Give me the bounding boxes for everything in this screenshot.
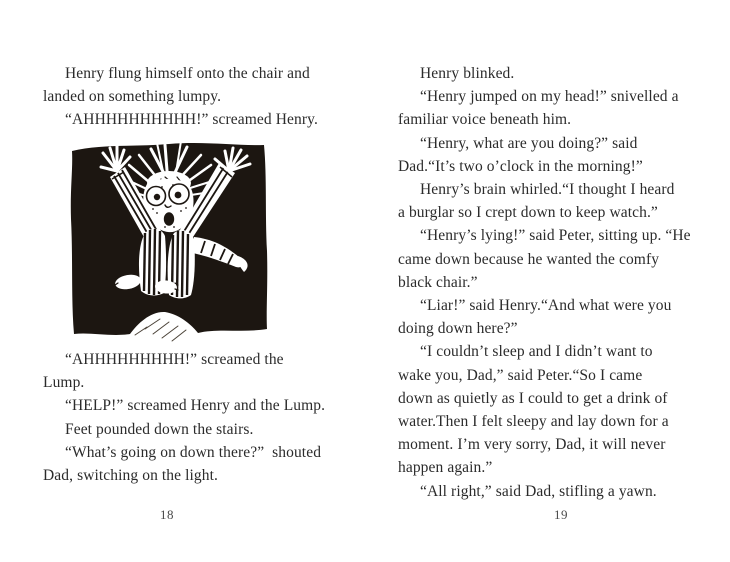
text-line: “Liar!” said Henry.“And what were you — [420, 297, 672, 315]
text-line: a burglar so I crept down to keep watch.” — [398, 204, 658, 222]
text-line: doing down here?” — [398, 320, 518, 338]
text-line: “AHHHHHHHHHH!” screamed Henry. — [65, 111, 318, 129]
text-line: Lump. — [43, 374, 85, 392]
text-line: happen again.” — [398, 459, 493, 477]
text-line: Dad, switching on the light. — [43, 467, 219, 485]
text-line: “All right,” said Dad, stifling a yawn. — [420, 482, 657, 500]
page-number-left: 18 — [160, 507, 174, 522]
text-line: “HELP!” screamed Henry and the Lump. — [65, 397, 326, 415]
text-line: familiar voice beneath him. — [398, 111, 572, 129]
text-line: moment. I’m very sorry, Dad, it will never — [398, 436, 666, 454]
right-page-text — [398, 62, 720, 503]
text-line: water.Then I felt sleepy and lay down for a — [398, 413, 669, 431]
text-line: came down because he wanted the comfy — [398, 250, 660, 268]
text-line: Henry’s brain whirled.“I thought I heard — [420, 181, 675, 199]
left-page-text-bottom — [43, 348, 365, 487]
text-line: down as quietly as I could to get a drink of — [398, 389, 668, 407]
text-line: “I couldn’t sleep and I didn’t want to — [420, 343, 653, 361]
lump-hatching — [135, 319, 186, 341]
illustration-svg — [65, 139, 272, 346]
text-line: “Henry jumped on my head!” snivelled a — [420, 88, 679, 106]
text-line: landed on something lumpy. — [43, 88, 222, 106]
text-line: “Henry’s lying!” said Peter, sitting up. “He — [420, 227, 691, 245]
left-page-text-top — [43, 62, 365, 132]
text-line: Feet pounded down the stairs. — [65, 420, 254, 438]
text-line: Henry flung himself onto the chair and — [65, 65, 310, 82]
text-line: black chair.” — [398, 273, 478, 291]
illustration-henry-screaming — [65, 139, 272, 346]
text-line: “Henry, what are you doing?” said — [420, 134, 638, 152]
text-line: Henry blinked. — [420, 65, 515, 82]
henry-mouth — [164, 212, 174, 226]
text-line: Dad.“It’s two o’clock in the morning!” — [398, 157, 643, 175]
page-number-right: 19 — [554, 507, 568, 522]
text-line: wake you, Dad,” said Peter.“So I came — [398, 366, 643, 384]
text-line: “What’s going on down there?” shouted — [65, 443, 322, 461]
text-line: “AHHHHHHHHH!” screamed the — [65, 351, 284, 368]
